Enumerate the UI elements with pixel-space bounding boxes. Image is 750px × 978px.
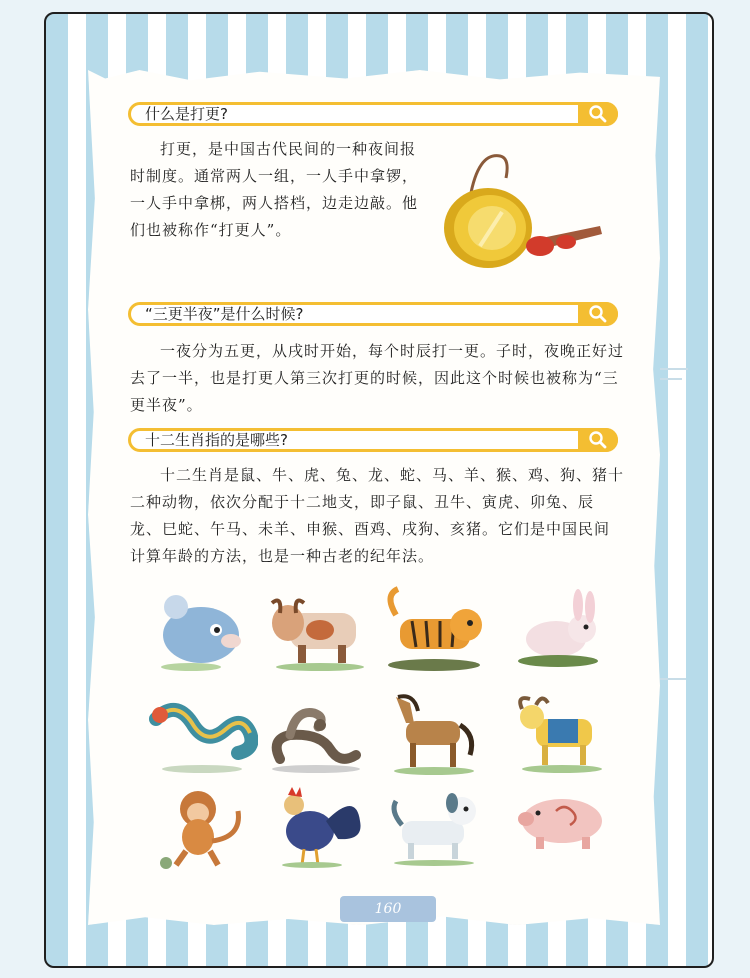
edge-tick xyxy=(660,368,688,370)
question-text: “三更半夜”是什么时候? xyxy=(145,305,304,323)
tiger-icon xyxy=(378,585,490,673)
search-icon xyxy=(578,102,618,126)
snake-icon xyxy=(260,689,372,777)
monkey-icon xyxy=(146,781,258,869)
ox-icon xyxy=(260,585,372,673)
answer-paragraph-1: 打更，是中国古代民间的一种夜间报时制度。通常两人一组，一人手中拿锣，一人手中拿梆，两人搭档，边走边敲。他们也被称作“打更人”。 xyxy=(130,140,419,239)
rabbit-icon xyxy=(506,585,618,673)
page-number: 160 xyxy=(340,896,436,922)
dog-icon xyxy=(378,781,490,869)
question-text: 十二生肖指的是哪些? xyxy=(145,431,288,449)
gong-icon xyxy=(440,150,610,270)
answer-paragraph-2: 一夜分为五更，从戌时开始，每个时辰打一更。子时，夜晚正好过去了一半，也是打更人第三次打更的时候，因此这个时候也被称为“三更半夜”。 xyxy=(130,342,625,414)
question-bar-2 xyxy=(128,302,618,326)
question-bar-1 xyxy=(128,102,618,126)
zodiac-animals-grid xyxy=(136,585,620,870)
search-icon xyxy=(578,428,618,452)
edge-tick xyxy=(660,678,686,680)
search-icon xyxy=(578,302,618,326)
answer-paragraph-3: 十二生肖是鼠、牛、虎、兔、龙、蛇、马、羊、猴、鸡、狗、猪十二种动物，依次分配于十二地支，即子鼠、丑牛、寅虎、卯兔、辰龙、巳蛇、午马、未羊、申猴、酉鸡、戌狗、亥猪。它们是中国民间计算年龄的方法，也是一种古老的纪年法。 xyxy=(130,466,625,565)
edge-tick xyxy=(660,378,682,380)
rat-icon xyxy=(146,585,258,673)
question-bar-3 xyxy=(128,428,618,452)
rooster-icon xyxy=(260,781,372,869)
question-text: 什么是打更? xyxy=(145,105,228,123)
pig-icon xyxy=(506,781,618,869)
goat-icon xyxy=(506,689,618,777)
horse-icon xyxy=(378,689,490,777)
dragon-icon xyxy=(146,689,258,777)
